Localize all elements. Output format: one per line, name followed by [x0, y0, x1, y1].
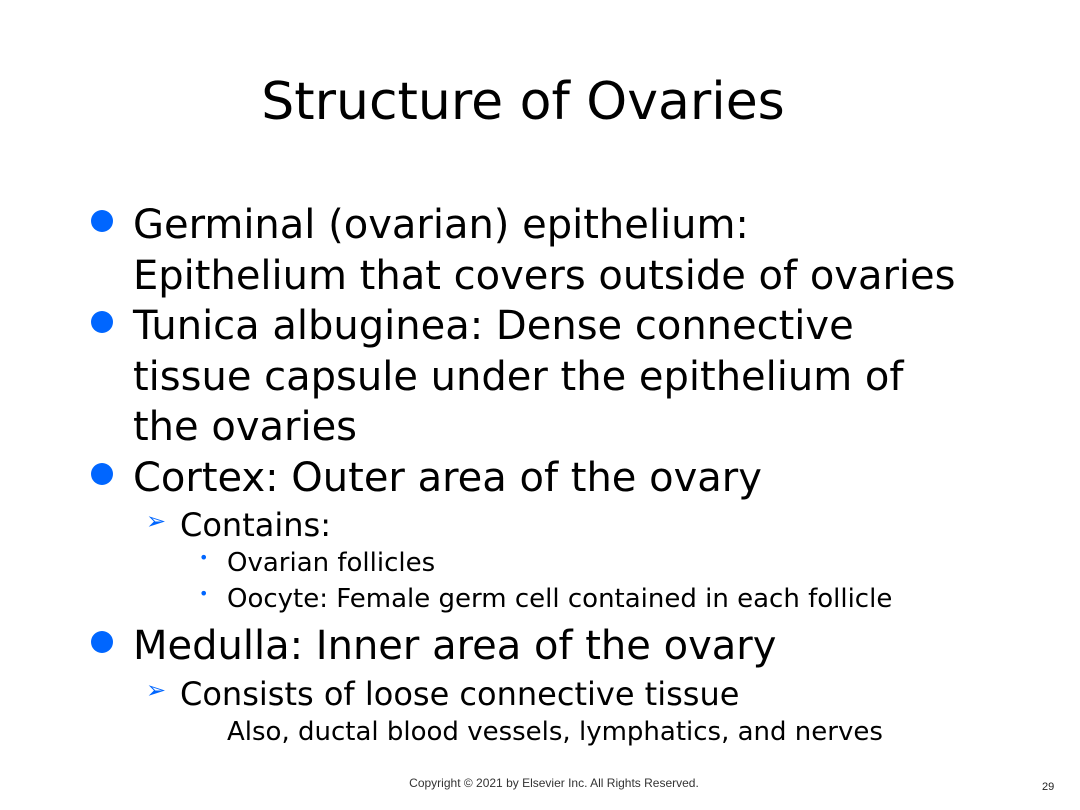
sub-bullet-text: Consists of loose connective tissue — [180, 674, 740, 713]
sub-sub-bullet-text: Ovarian follicles — [227, 548, 436, 578]
circle-bullet-icon — [91, 631, 113, 653]
circle-bullet-icon — [91, 463, 113, 485]
bullet-list — [0, 200, 1080, 750]
sub-list-item — [146, 674, 960, 714]
sub-sub-bullet-text: Oocyte: Female germ cell contained in each follicle — [227, 584, 893, 614]
bullet-text: Medulla: Inner area of the ovary — [133, 623, 777, 669]
sub-sub-list-item — [199, 545, 927, 581]
list-item — [133, 453, 963, 504]
arrowhead-bullet-icon: ➢ — [146, 507, 167, 535]
dot-bullet-icon: • — [199, 548, 209, 567]
arrowhead-bullet-icon: ➢ — [146, 675, 167, 704]
bullet-text: Germinal (ovarian) epithelium: Epithelium that covers outside of ovaries — [133, 202, 956, 299]
circle-bullet-icon — [91, 210, 113, 232]
sub-sub-list-item — [199, 581, 927, 617]
partial-line-text: Also, ductal blood vessels, lymphatics, and nerves — [227, 716, 883, 747]
slide-title: Structure of Ovaries — [261, 72, 785, 132]
copyright-footer: Copyright © 2021 by Elsevier Inc. All Rights Reserved. — [409, 776, 699, 790]
bullet-text: Tunica albuginea: Dense connective tissue capsule under the epithelium of the ovaries — [133, 303, 904, 450]
list-item — [133, 301, 963, 453]
sub-bullet-text: Contains: — [180, 506, 331, 544]
page-number: 29 — [1042, 781, 1055, 793]
sub-list-item — [146, 505, 960, 545]
list-item — [133, 200, 963, 301]
bullet-text: Cortex: Outer area of the ovary — [133, 454, 762, 501]
circle-bullet-icon — [91, 311, 113, 333]
dot-bullet-icon: • — [199, 584, 209, 603]
sub-sub-list-item — [227, 714, 927, 750]
list-item — [133, 621, 963, 672]
